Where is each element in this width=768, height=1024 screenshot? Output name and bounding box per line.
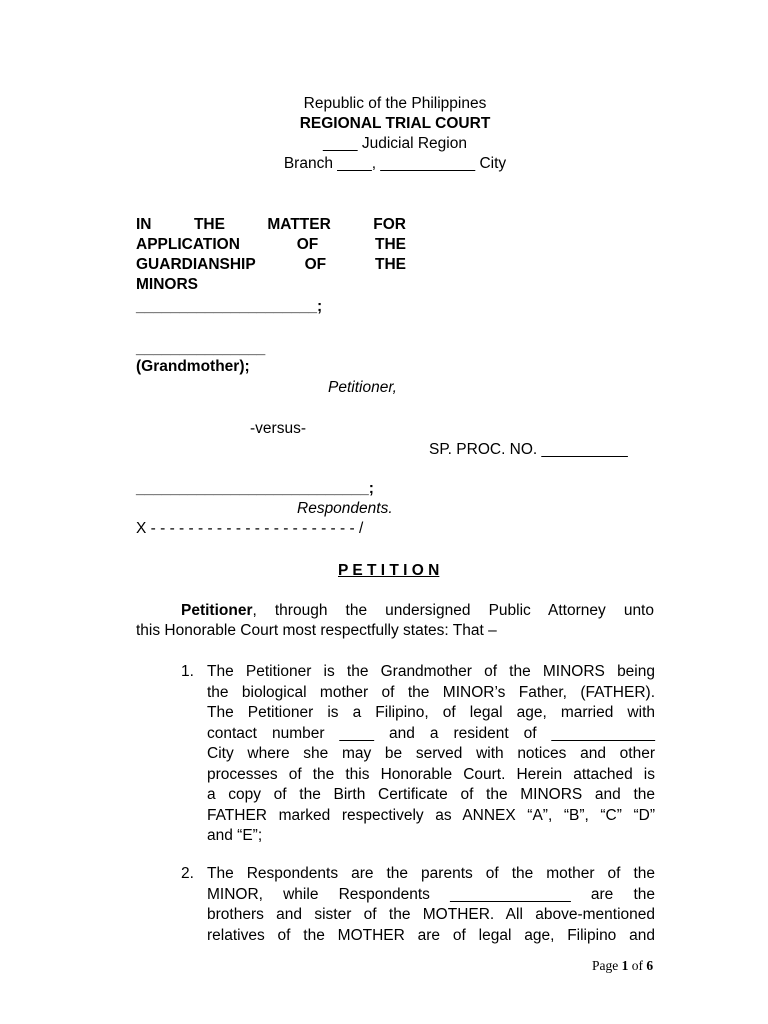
caption-matter-line1: IN THE MATTER FOR <box>136 216 406 233</box>
caption-grandmother: (Grandmother); <box>136 358 250 375</box>
header-republic: Republic of the Philippines <box>303 95 487 112</box>
caption-versus: -versus- <box>250 420 306 437</box>
list-item-text: The Petitioner is the Grandmother of the MINORS being the biological mother of the MINOR’s Father, (FATHER). The Petitioner is a Filipino, of legal age, married with contact number ____ and a resident of ____________ City where she may be served with notices and other processes of the this Honorable Court. Herein attached is a copy of the Birth Certificate of the MINORS and the FATHER marked respectively as ANNEX “A”, “B”, “C” “D” and “E”; <box>207 663 655 844</box>
caption-grandmother-blank: _______________ <box>136 340 266 357</box>
intro-line2: this Honorable Court most respectfully states: That – <box>136 622 497 639</box>
caption-minors-blank: _____________________; <box>136 298 323 315</box>
page-footer: Page 1 of 6 <box>592 958 654 973</box>
document-title: P E T I T I O N <box>338 562 440 579</box>
list-item-text: The Respondents are the parents of the mother of the MINOR, while Respondents ______________ are the brothers and sister of the MOTHER. All above-mentioned relatives of the MOTHER are of legal age, Filipino and <box>207 865 655 944</box>
header-branch: Branch ____, ___________ City <box>283 155 507 172</box>
caption-minors: MINORS <box>136 276 198 293</box>
header-region: ____ Judicial Region <box>323 135 467 152</box>
caption-matter-line3: GUARDIANSHIP OF THE <box>136 256 406 273</box>
caption-matter-line2: APPLICATION OF THE <box>136 236 406 253</box>
caption-respondents: Respondents. <box>297 500 393 517</box>
caption-respondents-blank: ___________________________; <box>136 480 374 497</box>
list-item-number: 2. <box>181 865 194 882</box>
caption-x-line: X - - - - - - - - - - - - - - - - - - - - - - / <box>136 520 364 537</box>
header-court: REGIONAL TRIAL COURT <box>299 115 491 132</box>
caption-sp-proc: SP. PROC. NO. __________ <box>429 441 628 458</box>
caption-petitioner: Petitioner, <box>328 379 397 396</box>
list-item-number: 1. <box>181 663 194 680</box>
intro-line1: Petitioner, through the undersigned Public Attorney unto <box>181 602 654 619</box>
